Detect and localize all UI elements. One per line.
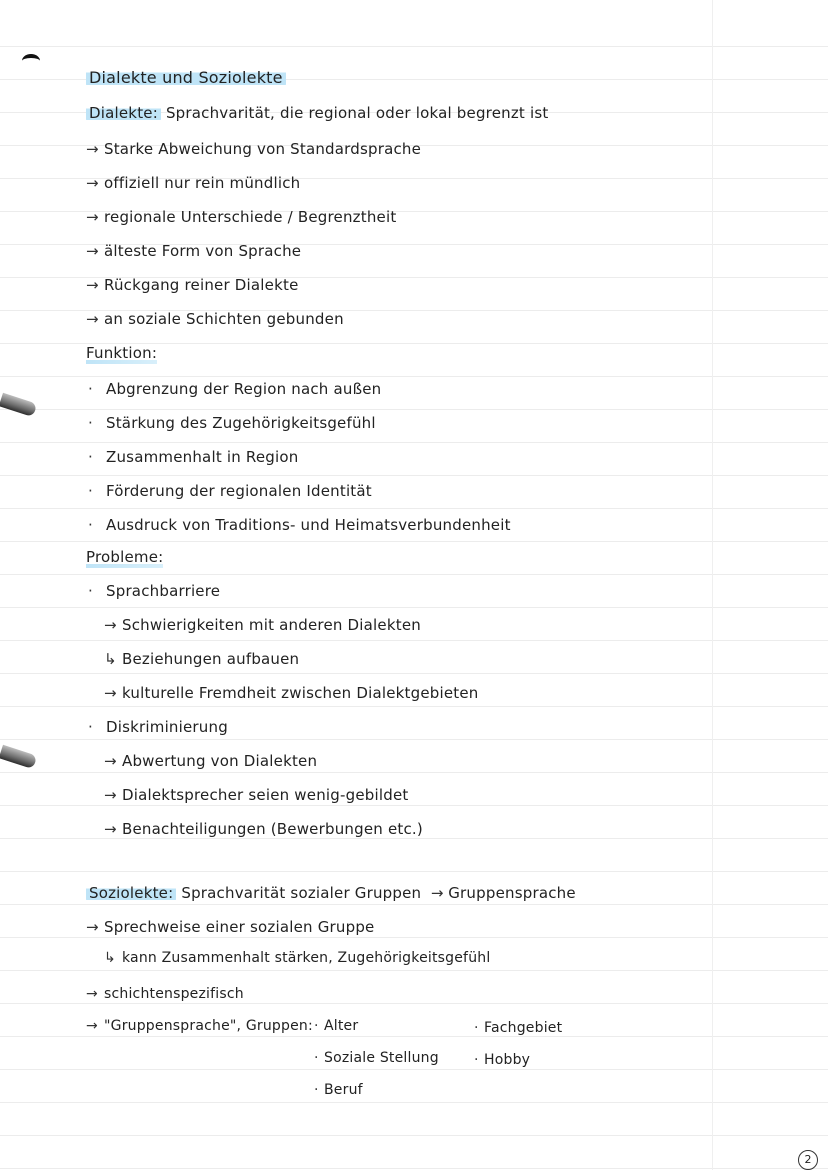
funktion-item: · Stärkung des Zugehörigkeitsgefühl bbox=[88, 414, 376, 432]
margin-line bbox=[712, 0, 713, 1170]
soziolekte-definition: Soziolekte: Sprachvarität sozialer Gruppen → Gruppensprache bbox=[86, 884, 576, 902]
funktion-item: · Ausdruck von Traditions- und Heimatsverbundenheit bbox=[88, 516, 511, 534]
bullet-icon: · bbox=[314, 1050, 319, 1066]
arrow-icon: → bbox=[86, 140, 99, 158]
arrow-icon: → bbox=[86, 208, 99, 226]
probleme-item: · Sprachbarriere bbox=[88, 582, 221, 600]
bullet-icon: · bbox=[474, 1020, 479, 1036]
probleme-sub: → Benachteiligungen (Bewerbungen etc.) bbox=[104, 820, 423, 838]
bullet-icon: · bbox=[88, 448, 93, 466]
bullet-icon: · bbox=[88, 380, 93, 398]
soziolekte-gruppen: → "Gruppensprache", Gruppen: bbox=[86, 1018, 313, 1034]
gruppen-item: · Soziale Stellung bbox=[314, 1050, 439, 1066]
dialekte-point: → Starke Abweichung von Standardsprache bbox=[86, 140, 422, 158]
title-text: Dialekte und Soziolekte bbox=[86, 68, 286, 87]
soziolekte-term: Soziolekte: bbox=[86, 884, 176, 902]
probleme-sub: → Dialektsprecher seien wenig-gebildet bbox=[104, 786, 409, 804]
turn-arrow-icon: ↳ bbox=[104, 950, 116, 966]
soziolekte-point: → Sprechweise einer sozialen Gruppe bbox=[86, 918, 375, 936]
arrow-icon: → bbox=[104, 786, 117, 804]
arrow-icon: → bbox=[86, 1018, 98, 1034]
dialekte-point: → Rückgang reiner Dialekte bbox=[86, 276, 299, 294]
dialekte-point: → offiziell nur rein mündlich bbox=[86, 174, 301, 192]
dialekte-term: Dialekte: bbox=[86, 104, 161, 122]
probleme-sub: → kulturelle Fremdheit zwischen Dialektgebieten bbox=[104, 684, 479, 702]
arrow-icon: → bbox=[86, 242, 99, 260]
turn-arrow-icon: ↳ bbox=[104, 650, 117, 668]
dialekte-definition-text: Sprachvarität, die regional oder lokal begrenzt ist bbox=[165, 104, 549, 122]
funktion-item: · Förderung der regionalen Identität bbox=[88, 482, 372, 500]
arrow-icon: → bbox=[86, 986, 98, 1002]
arrow-icon: → bbox=[104, 616, 117, 634]
page-number: 2 bbox=[798, 1150, 818, 1170]
soziolekte-sub: ↳ kann Zusammenhalt stärken, Zugehörigkeitsgefühl bbox=[104, 950, 491, 966]
arrow-icon: → bbox=[86, 276, 99, 294]
dialekte-point: → an soziale Schichten gebunden bbox=[86, 310, 344, 328]
punch-hole-icon bbox=[22, 54, 42, 66]
bullet-icon: · bbox=[474, 1052, 479, 1068]
arrow-icon: → bbox=[104, 684, 117, 702]
dialekte-definition bbox=[86, 104, 548, 122]
arrow-icon: → bbox=[86, 174, 99, 192]
probleme-sub: → Abwertung von Dialekten bbox=[104, 752, 318, 770]
bullet-icon: · bbox=[88, 482, 93, 500]
gruppen-item: · Fachgebiet bbox=[474, 1020, 563, 1036]
arrow-icon: → bbox=[86, 918, 99, 936]
binder-ring-icon bbox=[0, 398, 38, 414]
arrow-icon: → bbox=[104, 752, 117, 770]
bullet-icon: · bbox=[88, 414, 93, 432]
bullet-icon: · bbox=[314, 1018, 319, 1034]
funktion-heading: Funktion: bbox=[86, 344, 158, 362]
funktion-item: · Abgrenzung der Region nach außen bbox=[88, 380, 382, 398]
binder-ring-icon bbox=[0, 750, 38, 766]
soziolekte-point: → schichtenspezifisch bbox=[86, 986, 244, 1002]
arrow-icon: → bbox=[86, 310, 99, 328]
gruppen-item: · Hobby bbox=[474, 1052, 531, 1068]
bullet-icon: · bbox=[88, 582, 93, 600]
page-title bbox=[86, 68, 286, 87]
bullet-icon: · bbox=[88, 718, 93, 736]
probleme-sub: ↳ Beziehungen aufbauen bbox=[104, 650, 300, 668]
gruppen-item: · Beruf bbox=[314, 1082, 363, 1098]
probleme-sub: → Schwierigkeiten mit anderen Dialekten bbox=[104, 616, 421, 634]
funktion-item: · Zusammenhalt in Region bbox=[88, 448, 299, 466]
arrow-icon: → bbox=[104, 820, 117, 838]
probleme-heading: Probleme: bbox=[86, 548, 164, 566]
probleme-item: · Diskriminierung bbox=[88, 718, 228, 736]
bullet-icon: · bbox=[314, 1082, 319, 1098]
arrow-icon: → bbox=[430, 884, 444, 902]
gruppen-item: · Alter bbox=[314, 1018, 359, 1034]
dialekte-point: → älteste Form von Sprache bbox=[86, 242, 302, 260]
dialekte-point: → regionale Unterschiede / Begrenztheit bbox=[86, 208, 397, 226]
bullet-icon: · bbox=[88, 516, 93, 534]
